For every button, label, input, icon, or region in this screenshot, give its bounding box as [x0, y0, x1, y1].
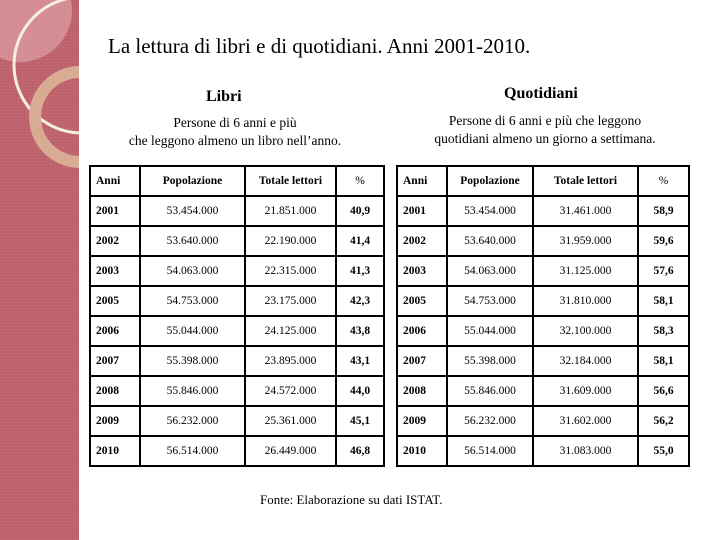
readers-cell: 31.959.000: [533, 226, 638, 256]
source-note: Fonte: Elaborazione su dati ISTAT.: [260, 492, 443, 507]
readers-cell: 24.572.000: [245, 376, 336, 406]
population-cell: 56.514.000: [140, 436, 245, 466]
readers-cell: 21.851.000: [245, 196, 336, 226]
population-cell: 55.846.000: [447, 376, 533, 406]
table-row: [90, 196, 384, 226]
readers-cell: 32.100.000: [533, 316, 638, 346]
percent-cell: 43,1: [336, 346, 384, 376]
table-row: [397, 196, 689, 226]
quotidiani-heading: Quotidiani: [504, 85, 578, 102]
year-cell: 2005: [90, 286, 140, 316]
readers-cell: 23.895.000: [245, 346, 336, 376]
year-cell: 2009: [90, 406, 140, 436]
population-cell: 56.232.000: [140, 406, 245, 436]
population-cell: 56.232.000: [447, 406, 533, 436]
percent-cell: 41,4: [336, 226, 384, 256]
population-cell: 54.063.000: [140, 256, 245, 286]
column-header-percent: %: [638, 166, 689, 196]
readers-cell: 24.125.000: [245, 316, 336, 346]
table-row: [90, 286, 384, 316]
table-header-row: [90, 166, 384, 196]
population-cell: 55.398.000: [447, 346, 533, 376]
population-cell: 55.846.000: [140, 376, 245, 406]
percent-cell: 57,6: [638, 256, 689, 286]
percent-cell: 58,1: [638, 346, 689, 376]
year-cell: 2009: [397, 406, 447, 436]
table-row: [90, 376, 384, 406]
quotidiani-table: [396, 165, 690, 467]
population-cell: 54.753.000: [447, 286, 533, 316]
column-header-popolazione: Popolazione: [140, 166, 245, 196]
column-header-anni: Anni: [90, 166, 140, 196]
column-header-popolazione: Popolazione: [447, 166, 533, 196]
percent-cell: 40,9: [336, 196, 384, 226]
table-row: [397, 406, 689, 436]
population-cell: 53.454.000: [140, 196, 245, 226]
year-cell: 2001: [397, 196, 447, 226]
population-cell: 55.044.000: [447, 316, 533, 346]
year-cell: 2007: [90, 346, 140, 376]
libri-subtitle-line1: Persone di 6 anni e più: [173, 115, 297, 130]
libri-subtitle-line2: che leggono almeno un libro nell’anno.: [128, 133, 342, 148]
population-cell: 53.640.000: [447, 226, 533, 256]
year-cell: 2003: [90, 256, 140, 286]
column-header-percent: %: [336, 166, 384, 196]
table-row: [397, 286, 689, 316]
percent-cell: 58,1: [638, 286, 689, 316]
table-row: [397, 346, 689, 376]
readers-cell: 32.184.000: [533, 346, 638, 376]
page-title: La lettura di libri e di quotidiani. Anni 2001-2010.: [108, 34, 531, 58]
population-cell: 56.514.000: [447, 436, 533, 466]
table-row: [397, 376, 689, 406]
quotidiani-subtitle-line1: Persone di 6 anni e più che leggono: [448, 113, 642, 128]
quotidiani-subtitle: [405, 112, 685, 148]
table-header-row: [397, 166, 689, 196]
percent-cell: 59,6: [638, 226, 689, 256]
column-header-totale-lettori: Totale lettori: [533, 166, 638, 196]
readers-cell: 26.449.000: [245, 436, 336, 466]
year-cell: 2003: [397, 256, 447, 286]
population-cell: 55.044.000: [140, 316, 245, 346]
readers-cell: 31.810.000: [533, 286, 638, 316]
year-cell: 2006: [397, 316, 447, 346]
libri-table: [89, 165, 385, 467]
year-cell: 2010: [90, 436, 140, 466]
percent-cell: 43,8: [336, 316, 384, 346]
percent-cell: 42,3: [336, 286, 384, 316]
percent-cell: 41,3: [336, 256, 384, 286]
table-row: [397, 256, 689, 286]
table-row: [90, 406, 384, 436]
table-row: [90, 256, 384, 286]
population-cell: 54.063.000: [447, 256, 533, 286]
decorative-circles-icon: [0, 0, 79, 540]
year-cell: 2006: [90, 316, 140, 346]
percent-cell: 44,0: [336, 376, 384, 406]
percent-cell: 45,1: [336, 406, 384, 436]
quotidiani-subtitle-line2: quotidiani almeno un giorno a settimana.: [434, 131, 656, 146]
percent-cell: 58,9: [638, 196, 689, 226]
table-row: [397, 436, 689, 466]
year-cell: 2010: [397, 436, 447, 466]
year-cell: 2008: [90, 376, 140, 406]
column-header-totale-lettori: Totale lettori: [245, 166, 336, 196]
percent-cell: 46,8: [336, 436, 384, 466]
population-cell: 54.753.000: [140, 286, 245, 316]
table-row: [397, 226, 689, 256]
percent-cell: 56,6: [638, 376, 689, 406]
year-cell: 2008: [397, 376, 447, 406]
readers-cell: 31.125.000: [533, 256, 638, 286]
readers-cell: 22.315.000: [245, 256, 336, 286]
population-cell: 53.454.000: [447, 196, 533, 226]
readers-cell: 31.461.000: [533, 196, 638, 226]
libri-heading: Libri: [206, 88, 242, 105]
year-cell: 2005: [397, 286, 447, 316]
table-row: [90, 436, 384, 466]
readers-cell: 31.602.000: [533, 406, 638, 436]
readers-cell: 25.361.000: [245, 406, 336, 436]
percent-cell: 56,2: [638, 406, 689, 436]
percent-cell: 58,3: [638, 316, 689, 346]
table-row: [90, 226, 384, 256]
table-row: [397, 316, 689, 346]
column-header-anni: Anni: [397, 166, 447, 196]
readers-cell: 31.609.000: [533, 376, 638, 406]
decorative-sidebar: [0, 0, 79, 540]
year-cell: 2001: [90, 196, 140, 226]
readers-cell: 22.190.000: [245, 226, 336, 256]
year-cell: 2002: [90, 226, 140, 256]
libri-subtitle: [100, 114, 370, 150]
year-cell: 2007: [397, 346, 447, 376]
population-cell: 55.398.000: [140, 346, 245, 376]
year-cell: 2002: [397, 226, 447, 256]
table-row: [90, 316, 384, 346]
readers-cell: 23.175.000: [245, 286, 336, 316]
readers-cell: 31.083.000: [533, 436, 638, 466]
percent-cell: 55,0: [638, 436, 689, 466]
table-row: [90, 346, 384, 376]
population-cell: 53.640.000: [140, 226, 245, 256]
